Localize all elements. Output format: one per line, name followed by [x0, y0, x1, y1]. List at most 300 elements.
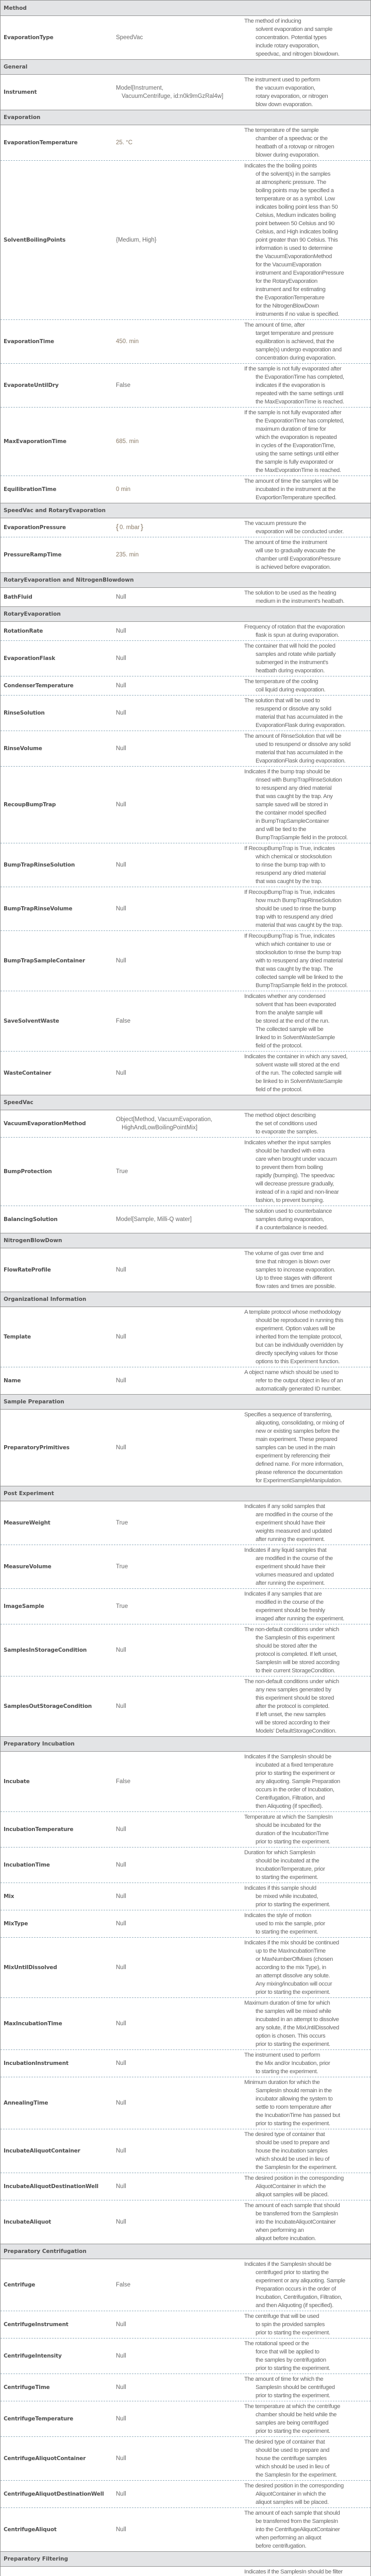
option-value-line: Null	[116, 1445, 126, 1451]
option-name: MixType	[4, 1921, 28, 1927]
option-value	[113, 1377, 244, 1385]
option-row	[1, 1676, 370, 1736]
description-line: linked to in SolventWasteSample	[256, 1035, 335, 1041]
description-line: for the NitrogenBlowDown	[256, 303, 319, 309]
option-description	[244, 1111, 370, 1136]
description-line: experiment. Option values will be	[256, 1326, 335, 1332]
description-line: SamplesIn should remain in the	[256, 2088, 332, 2094]
description-line: SamplesIn should be centrifuged	[256, 2384, 335, 2391]
description-line: The amount of time the samples will be	[244, 478, 339, 484]
description-line: the EvaporationTemperature	[256, 295, 325, 301]
description-line: Indicates if the mix should be continued	[244, 1940, 339, 1946]
section-header: NitrogenBlowDown	[1, 1233, 370, 1248]
description-line: if a counterbalance is needed.	[256, 1225, 328, 1231]
option-value-line: Null	[116, 1921, 126, 1927]
option-description	[244, 1999, 370, 2048]
option-name: IncubationTemperature	[4, 1826, 74, 1833]
description-line: Indicates whether any condensed	[244, 993, 326, 999]
description-line: Celsius, and High indicates boiling	[256, 229, 338, 235]
description-line: into the IncubateAliquotContainer	[256, 2219, 336, 2225]
description-line: aliquoting, consolidating, or mixing of	[256, 1420, 344, 1426]
option-description	[244, 1677, 370, 1735]
description-line: blower during evaporation.	[256, 152, 320, 158]
description-line: house the centrifuge samples	[256, 2455, 327, 2462]
description-line: prior to starting the experiment.	[256, 2428, 330, 2434]
description-line: Indicates if the SamplesIn should be filter	[244, 2569, 343, 2575]
description-line: Minimum duration for which the	[244, 2079, 320, 2086]
description-line: The desired position in the corresponding	[244, 2483, 344, 2489]
description-line: SamplesIn will be stored according	[256, 1659, 340, 1666]
description-line: which which container to use or	[256, 941, 331, 947]
description-line: the SamplesIn of this experiment	[256, 1635, 335, 1641]
option-value	[113, 1444, 244, 1452]
description-line: up to the MaxIncubationTime	[256, 1948, 326, 1954]
description-line: sample(s) undergo evaporation and	[256, 347, 342, 353]
description-line: prior to starting the experiment.	[256, 2121, 330, 2127]
description-line: The temperature of the cooling	[244, 679, 318, 685]
option-row	[1, 476, 370, 503]
option-row	[1, 2129, 370, 2173]
description-line: should be used to rinse the bump	[256, 906, 336, 912]
description-line: incubated in the instrument at the	[256, 486, 336, 493]
description-line: Models' DefaultStorageCondition.	[256, 1728, 336, 1734]
option-row	[1, 676, 370, 695]
section-header: RotaryEvaporation	[1, 606, 370, 622]
description-line: incubated at a fixed temperature	[256, 1762, 333, 1768]
description-line: AliquotContainer in which the	[256, 2491, 326, 2497]
option-value	[113, 337, 244, 346]
option-description	[244, 2375, 370, 2400]
option-value	[113, 861, 244, 869]
description-line: the EvaporationTime has completed,	[256, 418, 344, 424]
option-value	[113, 139, 244, 147]
description-line: The amount of RinseSolution that will be	[244, 733, 342, 739]
option-value	[113, 1861, 244, 1869]
option-description	[244, 1753, 370, 1810]
option-row	[1, 2480, 370, 2507]
option-row	[1, 622, 370, 640]
option-description	[244, 1139, 370, 1205]
option-value	[113, 957, 244, 965]
description-line: The centrifuge that will be used	[244, 2313, 319, 2319]
description-line: The solution used to counterbalance	[244, 1208, 332, 1214]
description-line: The rotational speed or the	[244, 2341, 309, 2347]
option-value	[113, 551, 244, 559]
description-line: to rinse the bump trap with to	[256, 862, 326, 868]
option-row	[1, 407, 370, 476]
option-row	[1, 2507, 370, 2551]
description-line: medium in the instrument's heatbath.	[256, 598, 345, 604]
option-value-line: Null	[116, 1964, 126, 1971]
option-value	[113, 1563, 244, 1571]
option-description	[244, 321, 370, 362]
option-value	[113, 1017, 244, 1025]
option-value-line: {Medium, High}	[116, 237, 157, 243]
option-value-line: Null	[116, 2021, 126, 2027]
option-description	[244, 932, 370, 990]
description-line: be stored at the end of the run.	[256, 1018, 330, 1024]
description-line: which the evaporation is repeated	[256, 434, 337, 440]
option-description	[244, 519, 370, 536]
description-line: that was caught by the trap.	[256, 878, 322, 885]
option-value	[113, 2182, 244, 2191]
description-line: Indicates if any liquid samples that	[244, 1547, 327, 1553]
description-line: The amount of time the instrument	[244, 539, 327, 546]
option-value-line: Model[Sample, Milli-Q water]	[116, 1216, 192, 1223]
description-line: The method of inducing	[244, 18, 301, 24]
description-line: The temperature of the sample	[244, 127, 319, 133]
option-description	[244, 2260, 370, 2310]
description-line: prior to starting the experiment or	[256, 1770, 335, 1776]
option-value	[113, 627, 244, 635]
option-row	[1, 1206, 370, 1233]
option-name: SaveSolventWaste	[4, 1018, 59, 1024]
option-name: IncubateAliquotDestinationWell	[4, 2183, 98, 2190]
option-value	[113, 1602, 244, 1611]
description-line: protocol is completed. If left unset,	[256, 1651, 338, 1657]
description-line: Indicates if the bump trap should be	[244, 769, 330, 775]
description-line: prior to starting the experiment.	[256, 2365, 330, 2371]
option-name: IncubationInstrument	[4, 2060, 69, 2066]
option-value	[113, 2218, 244, 2226]
option-value	[113, 1215, 244, 1224]
option-row	[1, 75, 370, 110]
description-line: coil liquid during evaporation.	[256, 687, 326, 693]
option-value	[113, 654, 244, 663]
description-line: The desired type of container that	[244, 2131, 325, 2138]
description-line: Celsius, Medium indicates boiling	[256, 212, 336, 218]
description-line: BumpTrapSample field in the protocol.	[256, 835, 348, 841]
description-line: settle to room temperature after	[256, 2104, 332, 2110]
description-line: collected sample will be linked to the	[256, 974, 343, 980]
section-header: Method	[1, 1, 370, 16]
option-value	[113, 1963, 244, 1972]
description-line: automatically generated ID number.	[256, 1386, 342, 1392]
option-description	[244, 992, 370, 1050]
description-line: Any mixing/incubation will occur	[256, 1981, 332, 1987]
option-description	[244, 2402, 370, 2435]
description-line: the Mix and/or Incubation, prior	[256, 2060, 330, 2066]
option-value-line: Null	[116, 594, 126, 600]
option-value	[113, 1115, 244, 1132]
description-line: is achieved before evaporation.	[256, 564, 331, 570]
description-line: prior to starting the experiment.	[256, 2393, 330, 2399]
description-line: the MaxEvoprationTime is reached.	[256, 467, 341, 473]
description-line: which should be used in lieu of	[256, 2464, 330, 2470]
option-description	[244, 589, 370, 605]
description-line: to starting the experiment.	[256, 1929, 318, 1935]
description-line: any aliquoting. Sample Preparation	[256, 1778, 340, 1785]
description-line: to prevent them from boiling	[256, 1164, 323, 1171]
description-line: be linked to in SolventWasteSample	[256, 1078, 343, 1084]
description-line: instrument and EvaporationPressure	[256, 270, 344, 276]
description-line: should be incubated for the	[256, 1822, 321, 1828]
description-line: samples during evaporation,	[256, 1216, 324, 1223]
option-row	[1, 1248, 370, 1292]
option-value	[113, 801, 244, 809]
option-description	[244, 2078, 370, 2128]
description-line: be transferred from the SamplesIn	[256, 2518, 338, 2524]
description-line: options to this Experiment function.	[256, 1359, 340, 1365]
option-value-line: Null	[116, 710, 126, 716]
option-name: Centrifuge	[4, 2282, 36, 2288]
description-line: material that has accumulated in the	[256, 750, 343, 756]
description-line: samples and rotate while partially	[256, 651, 336, 657]
description-line: Indicates the container in which any saved,	[244, 1054, 348, 1060]
option-name: CentrifugeAliquotContainer	[4, 2455, 86, 2462]
option-row	[1, 1110, 370, 1137]
option-value	[113, 2352, 244, 2360]
option-value-line: Null	[116, 1703, 126, 1709]
description-line: resuspend any dried material	[256, 870, 326, 876]
description-line: of the solvent(s) in the samples	[256, 171, 331, 177]
description-line: field of the protocol.	[256, 1087, 302, 1093]
description-line: The temperature at which the centrifuge	[244, 2403, 341, 2410]
option-description	[244, 2438, 370, 2479]
description-line: The amount of time for which the	[244, 2376, 324, 2382]
option-value-line: 0 min	[116, 486, 131, 493]
description-line: using the same settings until either	[256, 451, 339, 457]
description-line: modified in the course of the	[256, 1599, 324, 1605]
description-line: rinsed with BumpTrapRinseSolution	[256, 777, 342, 783]
option-row	[1, 2374, 370, 2401]
option-row	[1, 640, 370, 676]
option-value-line: Null	[116, 2148, 126, 2154]
description-line: speedvac, and nitrogen blowdown.	[256, 51, 340, 57]
description-line: Indicates if the SamplesIn should be	[244, 2261, 331, 2267]
description-line: into the CentrifugeAliquotContainer	[256, 2527, 340, 2533]
option-value-line: Null	[116, 628, 126, 634]
option-value-line: False	[116, 2282, 131, 2288]
option-value	[113, 1892, 244, 1901]
description-line: The amount of each sample that should	[244, 2510, 340, 2516]
option-value-line: True	[116, 1603, 128, 1609]
description-line: blow down evaporation.	[256, 101, 313, 108]
description-line: aliquot before incubation.	[256, 2235, 316, 2242]
description-line: The instrument used to perform	[244, 2052, 321, 2058]
option-value-line: Null	[116, 2491, 126, 2497]
option-description	[244, 2201, 370, 2243]
option-name: BathFluid	[4, 594, 32, 600]
option-row	[1, 2200, 370, 2244]
option-value	[113, 2020, 244, 2028]
option-row	[1, 1937, 370, 1997]
option-name: Template	[4, 1334, 31, 1340]
description-line: should be used to prepare and	[256, 2447, 330, 2453]
description-line: at atmospheric pressure. The	[256, 179, 326, 185]
option-value	[113, 1519, 244, 1527]
option-value-line: Null	[116, 655, 126, 662]
option-name: SamplesInStorageCondition	[4, 1647, 87, 1653]
option-value	[113, 905, 244, 913]
option-value	[113, 485, 244, 494]
description-line: weights measured and updated	[256, 1528, 332, 1534]
description-line: experiment by referencing their	[256, 1453, 330, 1459]
option-row	[1, 1367, 370, 1394]
description-line: evaporation will be conducted under.	[256, 529, 344, 535]
option-name: MaxEvaporationTime	[4, 438, 66, 445]
description-line: for the RotaryEvaporation	[256, 278, 317, 284]
section-header: RotaryEvaporation and NitrogenBlowdown	[1, 572, 370, 588]
option-value-line: Null	[116, 862, 126, 868]
description-line: Temperature at which the SamplesIn	[244, 1814, 333, 1820]
description-line: duration of the IncubationTime	[256, 1831, 329, 1837]
description-line: when performing an aliquot	[256, 2535, 322, 2541]
description-line: are modified in the course of the	[256, 1512, 333, 1518]
description-line: equilibration is achieved, that the	[256, 338, 334, 345]
description-line: Indicates if this sample should	[244, 1885, 316, 1891]
option-value	[113, 682, 244, 690]
description-line: the SamplesIn for the experiment.	[256, 2164, 337, 2171]
description-line: in BumpTrapSampleContainer	[256, 818, 329, 824]
description-line: If the sample is not fully evaporated after	[244, 366, 342, 372]
option-value-line: 25. °C	[116, 140, 133, 146]
option-value-line: Null	[116, 1070, 126, 1076]
description-line: before centrifugation.	[256, 2543, 307, 2549]
option-description	[244, 1939, 370, 1996]
description-line: EvaporationFlask during evaporation.	[256, 758, 346, 764]
option-value-line: VacuumCentrifuge, id:n0k9mGzRal4w]	[122, 93, 224, 99]
option-row	[1, 1997, 370, 2049]
description-line: to starting the experiment.	[256, 1874, 318, 1880]
option-description	[244, 409, 370, 474]
description-line: the vacuum evaporation,	[256, 85, 315, 91]
description-line: The method object describing	[244, 1112, 316, 1118]
option-description	[244, 888, 370, 929]
option-row	[1, 1811, 370, 1847]
description-line: be mixed while incubated,	[256, 1893, 318, 1900]
option-name: EvaporationTemperature	[4, 140, 78, 146]
description-line: stocksolution to rinse the bump trap	[256, 950, 341, 956]
description-line: field of the protocol.	[256, 1043, 302, 1049]
description-line: and then Aliquoting (if specified).	[256, 2302, 334, 2309]
description-line: The non-default conditions under which	[244, 1679, 339, 1685]
option-name: MeasureWeight	[4, 1520, 50, 1526]
option-value-line: Null	[116, 1862, 126, 1868]
description-line: Frequency of rotation that the evaporation	[244, 624, 345, 630]
option-description	[244, 162, 370, 318]
description-line: will use to gradually evacuate the	[256, 548, 335, 554]
section-header: Preparatory Centrifugation	[1, 2244, 370, 2259]
description-line: solvent evaporation and sample	[256, 26, 333, 32]
option-description	[244, 1813, 370, 1846]
description-line: with to resuspend any dried material	[256, 958, 343, 964]
description-line: resuspend or dissolve any solid	[256, 706, 331, 712]
option-name: EvaporationType	[4, 35, 54, 41]
option-row	[1, 1137, 370, 1206]
description-line: IncubationTemperature, prior	[256, 1866, 325, 1872]
description-line: to evaporate the samples.	[256, 1129, 318, 1135]
description-line: to spin the provided samples	[256, 2321, 325, 2328]
description-line: solvent waste will stored at the end	[256, 1062, 340, 1068]
description-line: instead of in a rapid and non-linear	[256, 1189, 339, 1195]
option-description	[244, 844, 370, 886]
option-value-line: Null	[116, 1647, 126, 1653]
description-line: trap with to resuspend any dried	[256, 914, 333, 920]
option-description	[244, 1625, 370, 1675]
option-name: MaxIncubationTime	[4, 2021, 62, 2027]
description-line: Centrifugation, Filtration, and	[256, 1795, 325, 1801]
description-line: after running the experiment.	[256, 1580, 325, 1586]
description-line: prior to starting the experiment.	[256, 1839, 330, 1845]
description-line: Preparation occurs in the order of	[256, 2286, 336, 2292]
description-line: house the incubation samples	[256, 2148, 328, 2154]
option-name: CondenserTemperature	[4, 683, 74, 689]
option-row	[1, 319, 370, 363]
description-line: which should be used in lieu of	[256, 2156, 330, 2162]
option-value	[113, 1702, 244, 1710]
open-brace-icon: {	[116, 523, 119, 532]
close-brace-icon: }	[141, 523, 144, 532]
description-line: any solute, if the MixUntilDissolved	[256, 2025, 339, 2031]
description-line: concentration. Potential types	[256, 35, 327, 41]
description-line: used to mix the sample, prior	[256, 1921, 325, 1927]
description-line: chamber until EvaporationPressure	[256, 556, 341, 562]
description-line: The volume of gas over time and	[244, 1250, 324, 1257]
option-description	[244, 1368, 370, 1393]
option-value-line: Null	[116, 1267, 126, 1273]
description-line: Indicates if the SamplesIn should be	[244, 1754, 331, 1760]
option-value-line: True	[116, 1564, 128, 1570]
option-value	[113, 381, 244, 389]
description-line: to starting the experiment.	[256, 2069, 318, 2075]
option-description	[244, 1502, 370, 1544]
description-line: prior to starting the experiment.	[256, 1902, 330, 1908]
option-description	[244, 1411, 370, 1485]
option-row	[1, 160, 370, 319]
option-value-line: 0. mbar	[120, 524, 140, 531]
option-value	[113, 2454, 244, 2463]
section-header: SpeedVac and RotaryEvaporation	[1, 503, 370, 518]
option-value	[113, 2281, 244, 2289]
option-value	[113, 1069, 244, 1077]
option-row	[1, 363, 370, 407]
description-line: any new samples generated by	[256, 1687, 331, 1693]
description-line: refer to the output object in lieu of an	[256, 1378, 343, 1384]
description-line: The solution that will be used to	[244, 698, 320, 704]
option-name: Incubate	[4, 1778, 30, 1785]
option-name: BumpTrapRinseVolume	[4, 906, 73, 912]
description-line: according to the mix Type), in	[256, 1964, 326, 1971]
description-line: heatbath during evaporation.	[256, 668, 325, 674]
option-description	[244, 1053, 370, 1094]
option-row	[1, 2567, 370, 2576]
description-line: Indicates the the boiling points	[244, 163, 317, 169]
option-value-line: False	[116, 1778, 131, 1785]
description-line: prior to starting the experiment.	[256, 1989, 330, 1995]
option-value-line: SpeedVac	[116, 35, 143, 41]
description-line: the container model specified	[256, 810, 326, 816]
option-value-line: Null	[116, 1826, 126, 1833]
option-name: CentrifugeInstrument	[4, 2321, 69, 2328]
description-line: If RecoupBumpTrap is True, indicates	[244, 933, 335, 939]
description-line: sample saved will be stored in	[256, 802, 328, 808]
description-line: concentration during evaporation.	[256, 355, 336, 361]
option-description	[244, 1849, 370, 1882]
description-line: aliquot samples will be placed.	[256, 2192, 329, 2198]
description-line: Duration for which SamplesIn	[244, 1850, 315, 1856]
description-line: that was caught by the trap. Any	[256, 793, 333, 800]
option-value-line: Null	[116, 2384, 126, 2391]
option-value-line: True	[116, 1168, 128, 1175]
description-line: Indicates the style of motion	[244, 1912, 311, 1919]
option-value	[113, 236, 244, 244]
description-line: Incubation, Centrifugation, Filtration,	[256, 2294, 342, 2300]
option-description	[244, 2312, 370, 2337]
description-line: should be incubated at the	[256, 1858, 319, 1864]
description-line: option is chosen. This occurs	[256, 2033, 326, 2039]
option-description	[244, 76, 370, 109]
